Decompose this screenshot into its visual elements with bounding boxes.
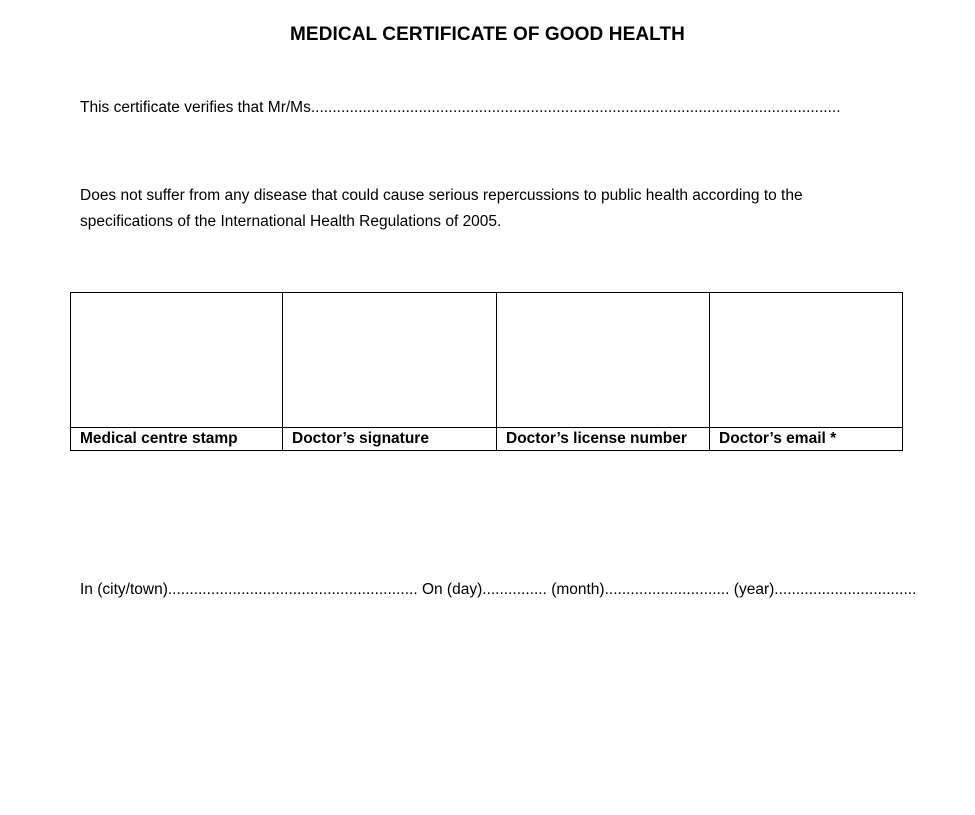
- day-label: On (day): [421, 581, 483, 598]
- signature-labels-row: [71, 428, 903, 451]
- doctor-signature-box[interactable]: [283, 293, 497, 428]
- health-statement: Does not suffer from any disease that could cause serious repercussions to public health according to the specifications of the International Health Regulations of 2005.: [80, 187, 803, 230]
- year-label: (year): [733, 581, 775, 598]
- name-field-blank[interactable]: ...........................................................................................................................: [310, 99, 841, 116]
- month-field-blank[interactable]: .............................: [604, 581, 730, 598]
- doctor-license-number-label: Doctor’s license number: [497, 428, 710, 451]
- city-label: In (city/town): [80, 581, 168, 598]
- page-title: MEDICAL CERTIFICATE OF GOOD HEALTH: [290, 24, 685, 45]
- year-field-blank[interactable]: .................................: [774, 581, 917, 598]
- verification-prefix: This certificate verifies that Mr/Ms: [80, 99, 311, 116]
- month-label: (month): [551, 581, 605, 598]
- signature-boxes-row: [71, 293, 903, 428]
- city-field-blank[interactable]: ..........................................................: [167, 581, 418, 598]
- medical-centre-stamp-box[interactable]: [71, 293, 283, 428]
- verification-line: [80, 99, 841, 117]
- day-field-blank[interactable]: ...............: [482, 581, 547, 598]
- doctor-signature-label: Doctor’s signature: [283, 428, 497, 451]
- doctor-license-number-box[interactable]: [497, 293, 710, 428]
- doctor-email-box[interactable]: [710, 293, 903, 428]
- place-date-line: [80, 581, 916, 599]
- medical-centre-stamp-label: Medical centre stamp: [71, 428, 283, 451]
- doctor-email-label: Doctor’s email *: [710, 428, 903, 451]
- signature-table: [70, 292, 903, 451]
